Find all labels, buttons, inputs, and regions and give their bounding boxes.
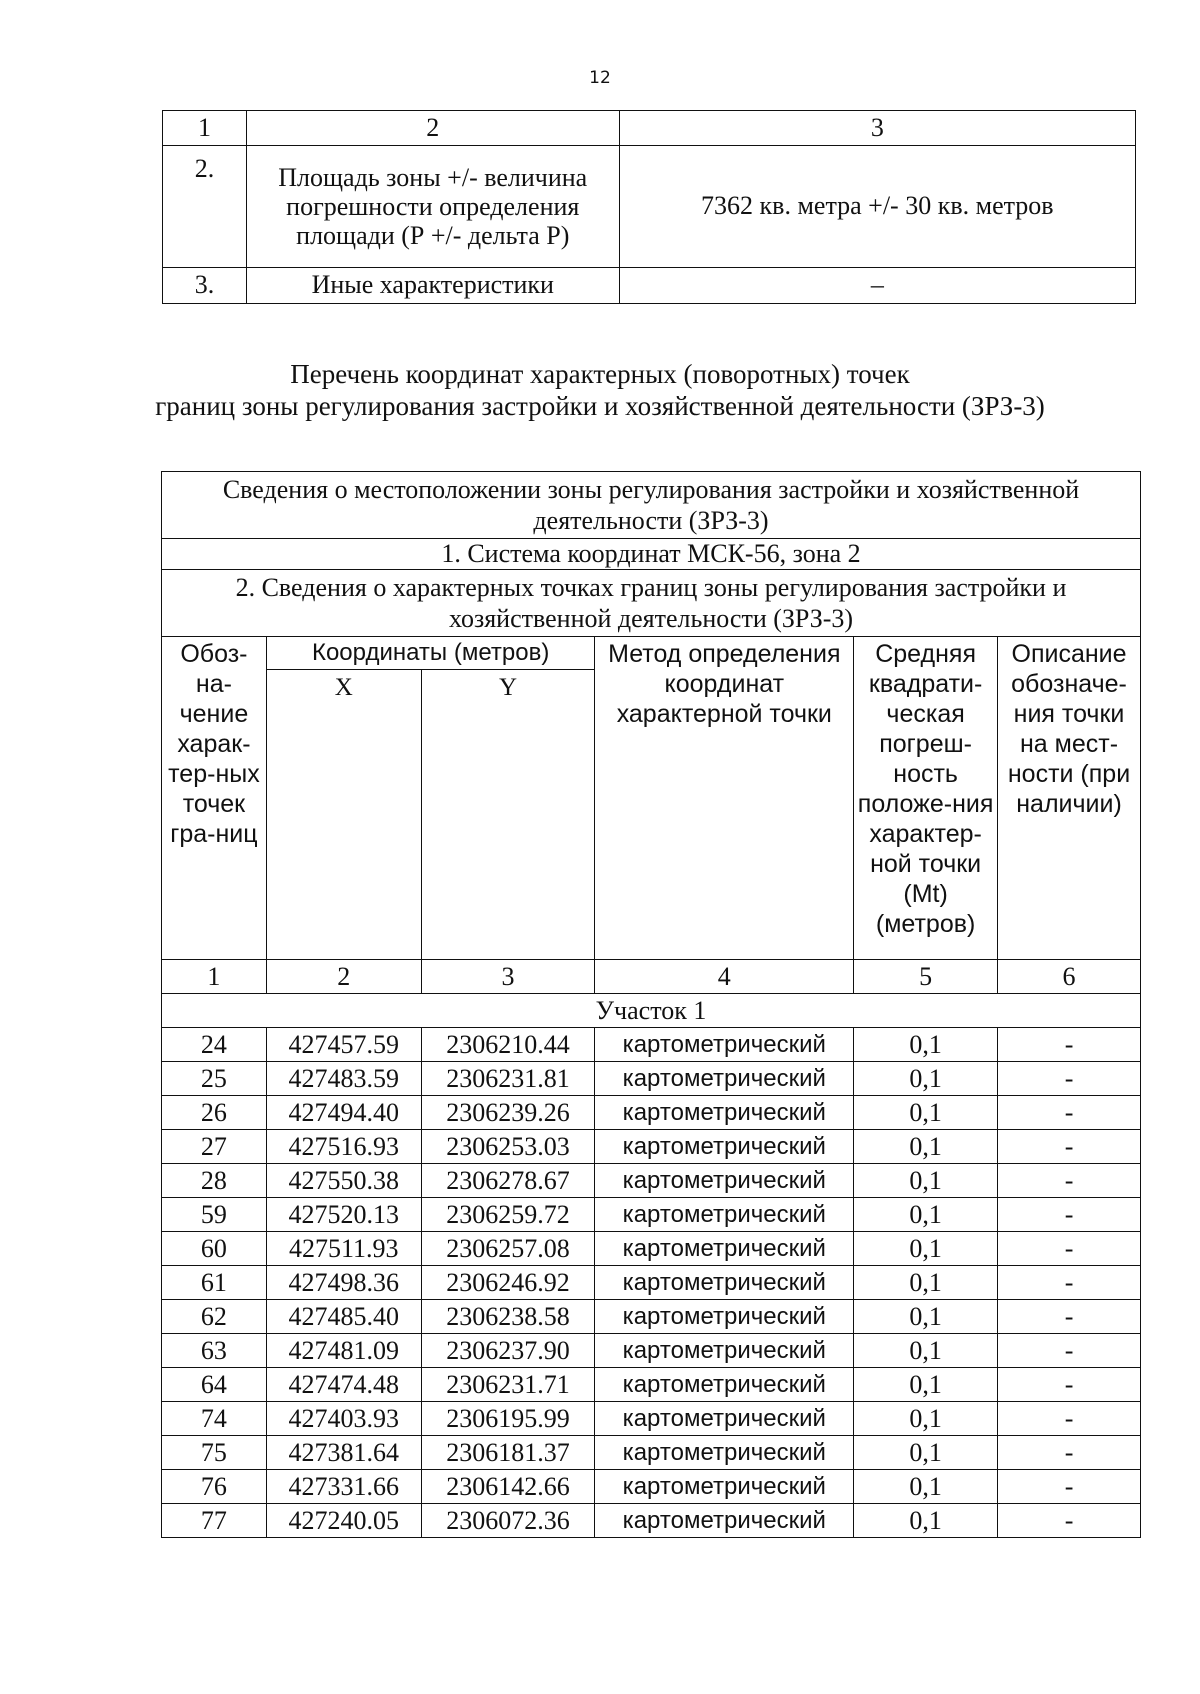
error-value: 0,1 xyxy=(854,1504,998,1538)
description: - xyxy=(998,1504,1141,1538)
coord-x: 427331.66 xyxy=(266,1470,421,1504)
description: - xyxy=(998,1402,1141,1436)
heading-line: Перечень координат характерных (поворотных) точек xyxy=(290,359,910,389)
coord-x: 427516.93 xyxy=(266,1130,421,1164)
point-id: 25 xyxy=(162,1062,267,1096)
coord-x: 427498.36 xyxy=(266,1266,421,1300)
description: - xyxy=(998,1028,1141,1062)
row-value: – xyxy=(619,267,1135,303)
description: - xyxy=(998,1232,1141,1266)
coord-x: 427481.09 xyxy=(266,1334,421,1368)
method: картометрический xyxy=(595,1368,854,1402)
point-id: 76 xyxy=(162,1470,267,1504)
coord-x: 427520.13 xyxy=(266,1198,421,1232)
table-row xyxy=(162,1062,1141,1096)
point-id: 64 xyxy=(162,1368,267,1402)
points-info-title: 2. Сведения о характерных точках границ зоны регулирования застройки и хозяйственной деятельности (ЗРЗ-3) xyxy=(162,570,1141,637)
coord-y: 2306195.99 xyxy=(421,1402,595,1436)
coord-x: 427403.93 xyxy=(266,1402,421,1436)
coord-x: 427457.59 xyxy=(266,1028,421,1062)
table-row xyxy=(162,1096,1141,1130)
table-row xyxy=(162,1300,1141,1334)
description: - xyxy=(998,1334,1141,1368)
coordinates-table xyxy=(161,471,1141,1538)
point-id: 26 xyxy=(162,1096,267,1130)
description: - xyxy=(998,1198,1141,1232)
error-value: 0,1 xyxy=(854,1266,998,1300)
col-y: Y xyxy=(421,670,595,960)
column-number-row xyxy=(162,960,1141,994)
column-number: 2 xyxy=(266,960,421,994)
table-title-row xyxy=(162,472,1141,539)
page-number: 12 xyxy=(589,68,611,88)
coordinate-system: 1. Система координат МСК-56, зона 2 xyxy=(162,539,1141,570)
table-row xyxy=(162,1470,1141,1504)
column-number: 1 xyxy=(162,960,267,994)
table-title: Сведения о местоположении зоны регулирования застройки и хозяйственной деятельности (ЗРЗ-3) xyxy=(162,472,1141,539)
coord-y: 2306237.90 xyxy=(421,1334,595,1368)
error-value: 0,1 xyxy=(854,1164,998,1198)
row-number: 2. xyxy=(163,145,247,267)
method: картометрический xyxy=(595,1232,854,1266)
point-id: 60 xyxy=(162,1232,267,1266)
point-id: 61 xyxy=(162,1266,267,1300)
column-number: 3 xyxy=(421,960,595,994)
method: картометрический xyxy=(595,1028,854,1062)
point-id: 74 xyxy=(162,1402,267,1436)
method: картометрический xyxy=(595,1198,854,1232)
error-value: 0,1 xyxy=(854,1096,998,1130)
error-value: 0,1 xyxy=(854,1232,998,1266)
method: картометрический xyxy=(595,1300,854,1334)
coord-y: 2306246.92 xyxy=(421,1266,595,1300)
method: картометрический xyxy=(595,1436,854,1470)
coord-y: 2306238.58 xyxy=(421,1300,595,1334)
method: картометрический xyxy=(595,1062,854,1096)
description: - xyxy=(998,1062,1141,1096)
table-section-row xyxy=(162,570,1141,637)
column-number: 5 xyxy=(854,960,998,994)
coord-y: 2306210.44 xyxy=(421,1028,595,1062)
coord-y: 2306259.72 xyxy=(421,1198,595,1232)
coord-x: 427511.93 xyxy=(266,1232,421,1266)
point-id: 24 xyxy=(162,1028,267,1062)
method: картометрический xyxy=(595,1130,854,1164)
description: - xyxy=(998,1130,1141,1164)
coord-x: 427381.64 xyxy=(266,1436,421,1470)
coord-x: 427483.59 xyxy=(266,1062,421,1096)
point-id: 27 xyxy=(162,1130,267,1164)
coord-y: 2306142.66 xyxy=(421,1470,595,1504)
coord-y: 2306231.71 xyxy=(421,1368,595,1402)
table-row xyxy=(162,1334,1141,1368)
error-value: 0,1 xyxy=(854,1028,998,1062)
point-id: 77 xyxy=(162,1504,267,1538)
document-heading xyxy=(0,358,1200,422)
coord-y: 2306072.36 xyxy=(421,1504,595,1538)
method: картометрический xyxy=(595,1334,854,1368)
column-header-row xyxy=(162,637,1141,670)
coord-y: 2306231.81 xyxy=(421,1062,595,1096)
description: - xyxy=(998,1368,1141,1402)
table-row xyxy=(162,1266,1141,1300)
point-id: 75 xyxy=(162,1436,267,1470)
coord-x: 427485.40 xyxy=(266,1300,421,1334)
point-id: 62 xyxy=(162,1300,267,1334)
section-row xyxy=(162,994,1141,1028)
point-id: 63 xyxy=(162,1334,267,1368)
table-row xyxy=(162,1402,1141,1436)
point-id: 28 xyxy=(162,1164,267,1198)
header-cell: 2 xyxy=(246,111,619,146)
coord-x: 427550.38 xyxy=(266,1164,421,1198)
error-value: 0,1 xyxy=(854,1334,998,1368)
coordinates-rows xyxy=(162,1028,1141,1538)
coord-y: 2306239.26 xyxy=(421,1096,595,1130)
table-row xyxy=(162,1504,1141,1538)
header-cell: 3 xyxy=(619,111,1135,146)
method: картометрический xyxy=(595,1402,854,1436)
coord-y: 2306253.03 xyxy=(421,1130,595,1164)
section-label: Участок 1 xyxy=(162,994,1141,1028)
description: - xyxy=(998,1266,1141,1300)
coord-y: 2306181.37 xyxy=(421,1436,595,1470)
description: - xyxy=(998,1436,1141,1470)
method: картометрический xyxy=(595,1504,854,1538)
coord-x: 427494.40 xyxy=(266,1096,421,1130)
error-value: 0,1 xyxy=(854,1198,998,1232)
error-value: 0,1 xyxy=(854,1300,998,1334)
error-value: 0,1 xyxy=(854,1402,998,1436)
col-description: Описание обозначе-ния точки на мест-ности (при наличии) xyxy=(998,637,1141,960)
table-row xyxy=(162,1232,1141,1266)
description: - xyxy=(998,1470,1141,1504)
method: картометрический xyxy=(595,1470,854,1504)
table-row xyxy=(163,267,1136,303)
table-header-row xyxy=(163,111,1136,146)
description: - xyxy=(998,1164,1141,1198)
method: картометрический xyxy=(595,1164,854,1198)
description: - xyxy=(998,1300,1141,1334)
row-value: 7362 кв. метра +/- 30 кв. метров xyxy=(619,145,1135,267)
header-cell: 1 xyxy=(163,111,247,146)
error-value: 0,1 xyxy=(854,1062,998,1096)
table-row xyxy=(163,145,1136,267)
error-value: 0,1 xyxy=(854,1130,998,1164)
coord-x: 427474.48 xyxy=(266,1368,421,1402)
error-value: 0,1 xyxy=(854,1368,998,1402)
col-error: Средняя квадрати-ческая погреш-ность положе-ния характер-ной точки (Mt) (метров) xyxy=(854,637,998,960)
method: картометрический xyxy=(595,1266,854,1300)
table-row xyxy=(162,1436,1141,1470)
row-label: Площадь зоны +/- величина погрешности определения площади (Р +/- дельта Р) xyxy=(246,145,619,267)
row-label: Иные характеристики xyxy=(246,267,619,303)
col-coordinates: Координаты (метров) xyxy=(266,637,595,670)
col-method: Метод определения координат характерной точки xyxy=(595,637,854,960)
error-value: 0,1 xyxy=(854,1470,998,1504)
table-row xyxy=(162,1368,1141,1402)
column-number: 4 xyxy=(595,960,854,994)
table-row xyxy=(162,1130,1141,1164)
table-system-row xyxy=(162,539,1141,570)
table-row xyxy=(162,1028,1141,1062)
heading-line: границ зоны регулирования застройки и хозяйственной деятельности (ЗРЗ-3) xyxy=(155,391,1045,421)
column-number: 6 xyxy=(998,960,1141,994)
row-number: 3. xyxy=(163,267,247,303)
error-value: 0,1 xyxy=(854,1436,998,1470)
col-designation: Обоз-на-чение харак-тер-ных точек гра-ниц xyxy=(162,637,267,960)
description: - xyxy=(998,1096,1141,1130)
zone-characteristics-table xyxy=(162,110,1136,304)
col-x: X xyxy=(266,670,421,960)
coord-y: 2306257.08 xyxy=(421,1232,595,1266)
coord-x: 427240.05 xyxy=(266,1504,421,1538)
table-row xyxy=(162,1164,1141,1198)
table-row xyxy=(162,1198,1141,1232)
method: картометрический xyxy=(595,1096,854,1130)
point-id: 59 xyxy=(162,1198,267,1232)
coord-y: 2306278.67 xyxy=(421,1164,595,1198)
